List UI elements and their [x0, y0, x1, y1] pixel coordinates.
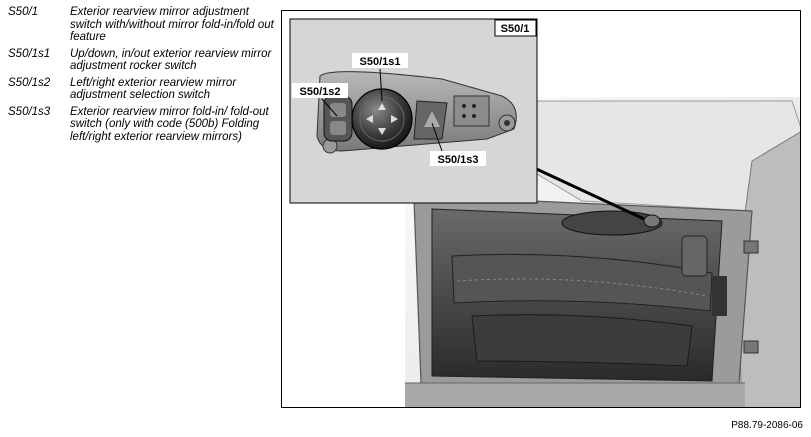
legend-row-s50-1 — [8, 6, 280, 44]
legend-code: S50/1 — [8, 6, 39, 18]
legend — [8, 6, 280, 147]
legend-code: S50/1s3 — [8, 105, 51, 118]
legend-description: Exterior rearview mirror adjustment switch with/without mirror fold-in/fold out feature — [70, 6, 274, 43]
inset-photo — [290, 19, 537, 203]
legend-description: Left/right exterior rearview mirror adjustment selection switch — [70, 76, 237, 101]
callout-s50-1s3: S50/1s3 — [437, 154, 479, 166]
callout-s50-1s1: S50/1s1 — [359, 56, 401, 68]
legend-row-s50-1s3 — [8, 106, 280, 144]
figure-frame — [281, 10, 801, 408]
figure-illustration — [282, 11, 801, 408]
figure-id: P88.79-2086-06 — [731, 420, 803, 431]
legend-row-s50-1s1 — [8, 48, 280, 73]
inset-label: S50/1 — [500, 23, 530, 35]
callout-s50-1s2: S50/1s2 — [299, 86, 341, 98]
legend-code: S50/1s2 — [8, 76, 51, 89]
legend-code: S50/1s1 — [8, 47, 51, 60]
legend-description: Up/down, in/out exterior rearview mirror adjustment rocker switch — [70, 47, 272, 72]
legend-description: Exterior rearview mirror fold-in/ fold-out switch (only with code (500b) Folding left/right exterior rearview mirrors) — [70, 105, 269, 143]
legend-row-s50-1s2 — [8, 77, 280, 102]
